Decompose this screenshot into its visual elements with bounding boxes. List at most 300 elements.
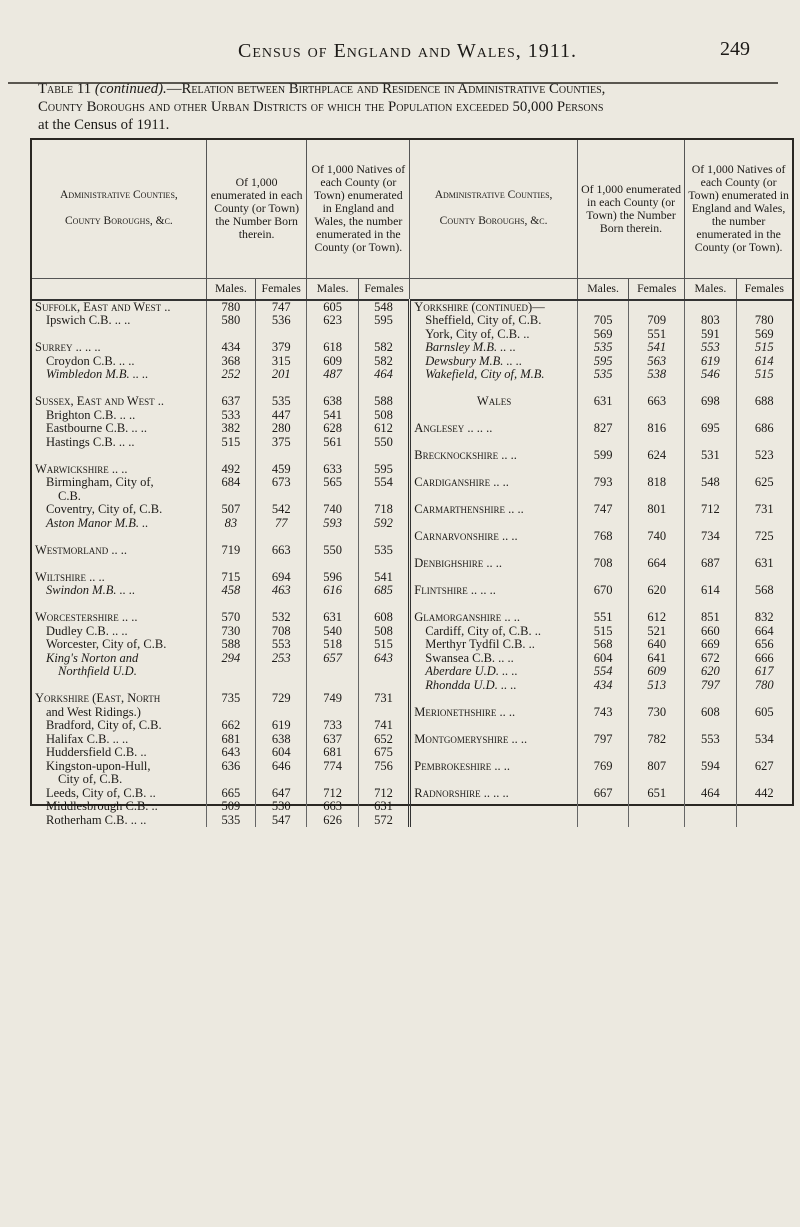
blank-cell (577, 409, 628, 423)
value-cell: 637 (206, 395, 255, 409)
blank-cell (736, 463, 792, 477)
table-body (32, 300, 792, 828)
value-cell: 612 (629, 611, 685, 625)
value-cell: 515 (577, 625, 628, 639)
value-cell: 688 (736, 395, 792, 409)
value-cell: 447 (256, 409, 307, 423)
value-cell: 631 (307, 611, 358, 625)
blank-cell (629, 463, 685, 477)
table-row (32, 355, 792, 369)
value-cell: 542 (256, 503, 307, 517)
value-cell (307, 490, 358, 504)
value-cell: 664 (629, 557, 685, 571)
value-cell: 851 (685, 611, 736, 625)
value-cell: 541 (358, 571, 409, 585)
value-cell: 548 (685, 476, 736, 490)
value-cell (206, 490, 255, 504)
blank-cell (307, 557, 358, 571)
value-cell: 535 (206, 814, 255, 828)
table-row (32, 449, 792, 463)
value-cell: 780 (206, 300, 255, 315)
value-cell: 638 (307, 395, 358, 409)
value-cell: 637 (307, 733, 358, 747)
value-cell: 698 (685, 395, 736, 409)
value-cell: 667 (577, 787, 628, 801)
blank-cell (206, 328, 255, 342)
blank-cell (32, 530, 206, 544)
value-cell: 379 (256, 341, 307, 355)
table-row (32, 476, 792, 490)
row-label: Wimbledon M.B. .. .. (46, 368, 149, 381)
blank-cell (736, 598, 792, 612)
row-label: Merionethshire .. .. (410, 706, 578, 720)
blank-cell (577, 773, 628, 787)
blank-cell (256, 530, 307, 544)
value-cell: 741 (358, 719, 409, 733)
value-cell: 769 (577, 760, 628, 774)
value-cell: 459 (256, 463, 307, 477)
value-cell: 536 (256, 314, 307, 328)
page-number: 249 (720, 38, 750, 60)
value-cell: 712 (358, 787, 409, 801)
value-cell: 673 (256, 476, 307, 490)
value-cell: 541 (629, 341, 685, 355)
value-cell: 631 (358, 800, 409, 814)
value-cell (256, 706, 307, 720)
table-caption (38, 80, 783, 134)
table-row (32, 422, 792, 436)
born-in-header-right: Of 1,000 enumerated in each County (or Town) the Number Born therein. (577, 140, 684, 278)
value-cell (358, 490, 409, 504)
row-label: York, City of, C.B. .. (410, 328, 578, 342)
value-cell: 708 (577, 557, 628, 571)
blank-cell (32, 598, 206, 612)
value-cell: 535 (358, 544, 409, 558)
value-cell: 807 (629, 760, 685, 774)
table-row (32, 517, 792, 531)
value-cell: 534 (736, 733, 792, 747)
value-cell: 780 (736, 314, 792, 328)
blank-cell (685, 719, 736, 733)
row-label: Glamorganshire .. .. (410, 611, 578, 625)
value-cell (206, 773, 255, 787)
value-cell (685, 300, 736, 315)
value-cell: 733 (307, 719, 358, 733)
caption-title-1: Relation between Birthplace and Residence in Administrative Counties, (181, 81, 606, 97)
value-cell: 729 (256, 692, 307, 706)
value-cell (256, 773, 307, 787)
blank-cell (577, 746, 628, 760)
blank-cell (629, 436, 685, 450)
value-cell: 708 (256, 625, 307, 639)
value-cell: 294 (206, 652, 255, 666)
blank-cell (577, 463, 628, 477)
blank-cell (577, 719, 628, 733)
row-label: Huddersfield C.B. .. (46, 746, 147, 759)
blank-cell (410, 544, 578, 558)
table-row (32, 544, 792, 558)
value-cell: 725 (736, 530, 792, 544)
value-cell: 624 (629, 449, 685, 463)
value-cell (206, 706, 255, 720)
table-row (32, 328, 792, 342)
table-row (32, 584, 792, 598)
blank-cell (736, 814, 792, 828)
blank-cell (577, 571, 628, 585)
value-cell: 665 (206, 787, 255, 801)
males-header: Males. (577, 278, 628, 300)
blank-cell (307, 449, 358, 463)
row-label: Swansea C.B. .. .. (410, 652, 578, 666)
table-row (32, 733, 792, 747)
table-row (32, 436, 792, 450)
value-cell: 620 (629, 584, 685, 598)
blank-cell (685, 692, 736, 706)
females-header: Females (629, 278, 685, 300)
value-cell: 592 (358, 517, 409, 531)
value-cell: 640 (629, 638, 685, 652)
row-label: Pembrokeshire .. .. (410, 760, 578, 774)
value-cell: 740 (629, 530, 685, 544)
value-cell: 492 (206, 463, 255, 477)
value-cell: 531 (685, 449, 736, 463)
row-label: Carmarthenshire .. .. (410, 503, 578, 517)
table-row (32, 300, 792, 315)
row-label: Carnarvonshire .. .. (410, 530, 578, 544)
blank-cell (358, 328, 409, 342)
blank-cell (736, 382, 792, 396)
value-cell: 458 (206, 584, 255, 598)
row-label: Coventry, City of, C.B. (46, 503, 163, 516)
value-cell: 554 (577, 665, 628, 679)
value-cell: 774 (307, 760, 358, 774)
blank-cell (410, 773, 578, 787)
females-header: Females (256, 278, 307, 300)
value-cell: 594 (685, 760, 736, 774)
area-column-header-right: Administrative Counties, County Boroughs, &c. (410, 140, 578, 278)
blank-cell (307, 328, 358, 342)
value-cell (736, 300, 792, 315)
value-cell (358, 665, 409, 679)
value-cell: 515 (358, 638, 409, 652)
value-cell: 623 (307, 314, 358, 328)
row-label: Rotherham C.B. .. .. (46, 813, 147, 827)
row-label: Wales (410, 395, 578, 409)
value-cell: 619 (256, 719, 307, 733)
value-cell: 669 (685, 638, 736, 652)
value-cell: 538 (629, 368, 685, 382)
table-row (32, 611, 792, 625)
row-label: Suffolk, East and West .. (35, 299, 171, 314)
blank-cell (629, 544, 685, 558)
males-header: Males. (685, 278, 736, 300)
value-cell: 588 (358, 395, 409, 409)
value-cell: 434 (577, 679, 628, 693)
blank-cell (685, 773, 736, 787)
natives-header-right: Of 1,000 Natives of each County (or Town) enumerated in England and Wales, the number enumerated in the County (or Town). (685, 140, 792, 278)
value-cell: 793 (577, 476, 628, 490)
blank-cell (256, 679, 307, 693)
value-cell: 631 (577, 395, 628, 409)
value-cell: 718 (358, 503, 409, 517)
value-cell: 614 (685, 584, 736, 598)
value-cell: 588 (206, 638, 255, 652)
table-row (32, 341, 792, 355)
value-cell: 515 (736, 368, 792, 382)
blank-cell (629, 490, 685, 504)
value-cell: 565 (307, 476, 358, 490)
value-cell (629, 300, 685, 315)
blank-cell (410, 382, 578, 396)
blank-cell (736, 746, 792, 760)
table-row (32, 625, 792, 639)
value-cell (256, 665, 307, 679)
caption-dash: — (166, 81, 182, 97)
blank-cell (256, 449, 307, 463)
blank-cell (629, 517, 685, 531)
value-cell: 684 (206, 476, 255, 490)
value-cell: 535 (577, 368, 628, 382)
blank-cell (358, 598, 409, 612)
value-cell: 605 (736, 706, 792, 720)
value-cell: 731 (358, 692, 409, 706)
blank-cell (358, 449, 409, 463)
value-cell (577, 300, 628, 315)
value-cell: 666 (736, 652, 792, 666)
value-cell: 595 (577, 355, 628, 369)
value-cell: 626 (307, 814, 358, 828)
value-cell: 681 (307, 746, 358, 760)
value-cell: 382 (206, 422, 255, 436)
row-label: Anglesey .. .. .. (410, 422, 578, 436)
table-row (32, 314, 792, 328)
value-cell: 521 (629, 625, 685, 639)
value-cell: 547 (256, 814, 307, 828)
blank-cell (685, 409, 736, 423)
row-label: Barnsley M.B. .. .. (410, 341, 578, 355)
value-cell: 535 (577, 341, 628, 355)
value-cell: 609 (629, 665, 685, 679)
table-row (32, 665, 792, 679)
value-cell: 280 (256, 422, 307, 436)
row-label: Wiltshire .. .. (35, 570, 105, 584)
value-cell: 782 (629, 733, 685, 747)
value-cell: 803 (685, 314, 736, 328)
value-cell: 509 (206, 800, 255, 814)
row-label: Dewsbury M.B. .. .. (410, 355, 578, 369)
blank-cell (736, 409, 792, 423)
caption-title-3: at the Census of 1911. (38, 117, 170, 133)
table-row (32, 571, 792, 585)
blank-cell (577, 517, 628, 531)
value-cell: 253 (256, 652, 307, 666)
blank-cell (307, 530, 358, 544)
value-cell: 818 (629, 476, 685, 490)
row-label: Surrey .. .. .. (35, 341, 101, 354)
blank-cell (577, 382, 628, 396)
blank-cell (629, 598, 685, 612)
value-cell: 672 (685, 652, 736, 666)
row-label: Bradford, City of, C.B. (46, 719, 162, 732)
value-cell: 801 (629, 503, 685, 517)
row-label: Dudley C.B. .. .. (46, 624, 128, 638)
blank-cell (685, 436, 736, 450)
value-cell: 591 (685, 328, 736, 342)
value-cell: 368 (206, 355, 255, 369)
blank-cell (410, 598, 578, 612)
row-label: Westmorland .. .. (35, 543, 128, 557)
value-cell: 681 (206, 733, 255, 747)
table-header (32, 140, 792, 300)
table-row (32, 814, 792, 828)
table-row (32, 382, 792, 396)
blank-cell (410, 692, 578, 706)
value-cell: 827 (577, 422, 628, 436)
value-cell: 553 (685, 341, 736, 355)
value-cell: 595 (358, 463, 409, 477)
value-cell: 523 (736, 449, 792, 463)
blank-lower-page (0, 830, 800, 1227)
row-label: Middlesbrough C.B. .. (46, 800, 158, 813)
value-cell: 530 (256, 800, 307, 814)
value-cell: 747 (256, 300, 307, 315)
row-label: Brecknockshire .. .. (410, 449, 578, 463)
value-cell: 614 (736, 355, 792, 369)
blank-cell (629, 382, 685, 396)
value-cell (358, 706, 409, 720)
blank-cell (307, 598, 358, 612)
blank-cell (577, 544, 628, 558)
row-label: C.B. (58, 489, 81, 503)
value-cell: 695 (685, 422, 736, 436)
value-cell: 533 (206, 409, 255, 423)
value-cell: 685 (358, 584, 409, 598)
value-cell: 252 (206, 368, 255, 382)
blank-cell (206, 449, 255, 463)
value-cell: 619 (685, 355, 736, 369)
value-cell: 631 (736, 557, 792, 571)
row-label: Rhondda U.D. .. .. (410, 679, 578, 693)
row-label: Worcester, City of, C.B. (46, 638, 167, 651)
row-label: Sheffield, City of, C.B. (410, 314, 578, 328)
blank-cell (410, 571, 578, 585)
table-label: Table 11 (38, 81, 92, 97)
blank-cell (32, 278, 206, 300)
value-cell: 797 (577, 733, 628, 747)
row-label: Aberdare U.D. .. .. (410, 665, 578, 679)
blank-cell (736, 517, 792, 531)
value-cell: 434 (206, 341, 255, 355)
row-label: Merthyr Tydfil C.B. .. (410, 638, 578, 652)
blank-cell (410, 719, 578, 733)
value-cell: 551 (577, 611, 628, 625)
value-cell: 633 (307, 463, 358, 477)
row-label: Swindon M.B. .. .. (46, 584, 136, 597)
blank-cell (206, 598, 255, 612)
value-cell: 570 (206, 611, 255, 625)
value-cell: 797 (685, 679, 736, 693)
value-cell: 749 (307, 692, 358, 706)
females-header: Females (358, 278, 409, 300)
value-cell: 832 (736, 611, 792, 625)
value-cell: 518 (307, 638, 358, 652)
value-cell: 513 (629, 679, 685, 693)
value-cell: 743 (577, 706, 628, 720)
value-cell: 551 (629, 328, 685, 342)
blank-cell (32, 557, 206, 571)
value-cell: 604 (577, 652, 628, 666)
blank-cell (577, 436, 628, 450)
value-cell (307, 665, 358, 679)
value-cell: 641 (629, 652, 685, 666)
value-cell: 657 (307, 652, 358, 666)
blank-cell (256, 598, 307, 612)
value-cell: 734 (685, 530, 736, 544)
blank-cell (206, 530, 255, 544)
blank-cell (358, 679, 409, 693)
blank-cell (358, 530, 409, 544)
value-cell: 816 (629, 422, 685, 436)
value-cell: 612 (358, 422, 409, 436)
value-cell: 605 (307, 300, 358, 315)
value-cell: 730 (206, 625, 255, 639)
blank-cell (577, 814, 628, 828)
value-cell: 616 (307, 584, 358, 598)
blank-cell (206, 557, 255, 571)
table-row (32, 773, 792, 787)
value-cell: 663 (629, 395, 685, 409)
value-cell: 580 (206, 314, 255, 328)
value-cell: 740 (307, 503, 358, 517)
blank-cell (685, 598, 736, 612)
value-cell: 638 (256, 733, 307, 747)
value-cell: 675 (358, 746, 409, 760)
born-in-header-left: Of 1,000 enumerated in each County (or Town) the Number Born therein. (206, 140, 307, 278)
value-cell: 463 (256, 584, 307, 598)
table-row (32, 719, 792, 733)
blank-cell (685, 382, 736, 396)
blank-cell (685, 746, 736, 760)
table-row (32, 692, 792, 706)
table-row (32, 706, 792, 720)
value-cell: 442 (736, 787, 792, 801)
value-cell: 532 (256, 611, 307, 625)
table-row (32, 598, 792, 612)
row-label: Ipswich C.B. .. .. (46, 314, 131, 327)
value-cell (256, 490, 307, 504)
row-label: Birmingham, City of, (46, 476, 154, 489)
blank-cell (410, 746, 578, 760)
row-label: Radnorshire .. .. .. (410, 787, 578, 801)
blank-cell (736, 800, 792, 814)
value-cell: 550 (307, 544, 358, 558)
value-cell: 627 (736, 760, 792, 774)
value-cell: 670 (577, 584, 628, 598)
value-cell: 651 (629, 787, 685, 801)
table-row (32, 368, 792, 382)
blank-cell (736, 773, 792, 787)
blank-cell (206, 679, 255, 693)
value-cell: 568 (736, 584, 792, 598)
value-cell: 553 (256, 638, 307, 652)
table-row (32, 503, 792, 517)
value-cell: 715 (206, 571, 255, 585)
blank-cell (307, 679, 358, 693)
blank-cell (410, 463, 578, 477)
value-cell: 83 (206, 517, 255, 531)
caption-continued: (continued). (94, 81, 167, 97)
blank-cell (736, 692, 792, 706)
